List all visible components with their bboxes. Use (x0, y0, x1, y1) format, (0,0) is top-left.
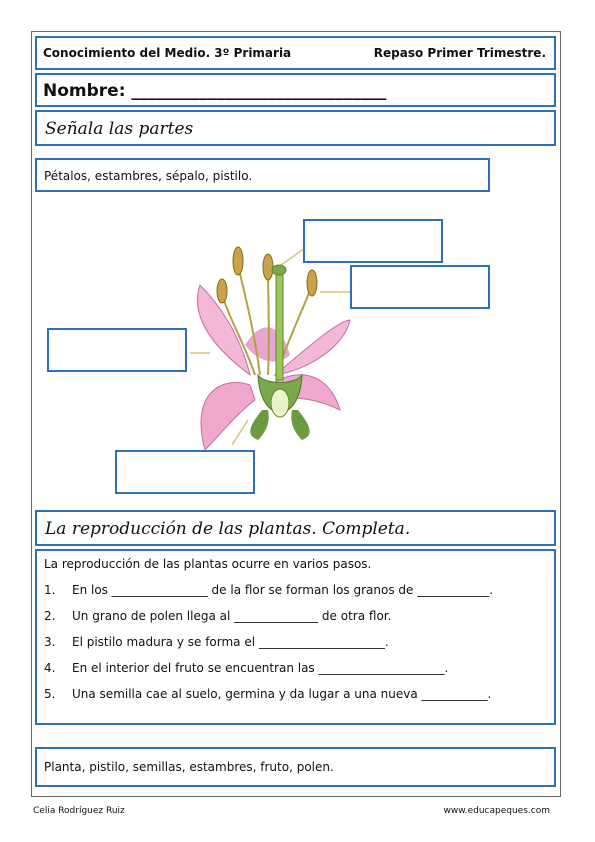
item-number: 1. (44, 583, 56, 597)
review-title: Repaso Primer Trimestre. (373, 46, 546, 60)
name-box (35, 73, 556, 107)
section-2-header (35, 510, 556, 546)
section-1-header (35, 110, 556, 146)
author-credit: Celia Rodríguez Ruiz (33, 806, 125, 816)
item-text: En los ________________ de la flor se forman los granos de ____________. (72, 583, 494, 597)
header-box (35, 36, 556, 70)
item-text: En el interior del fruto se encuentran las _____________________. (72, 661, 449, 675)
word-bank-parts (35, 158, 490, 192)
label-box-right[interactable] (350, 265, 490, 309)
label-box-left[interactable] (47, 328, 187, 372)
item-number: 4. (44, 661, 56, 675)
subject-title: Conocimiento del Medio. 3º Primaria (43, 46, 292, 60)
exercise-item[interactable] (44, 609, 391, 623)
item-text: Una semilla cae al suelo, germina y da lugar a una nueva ___________. (72, 687, 492, 701)
item-text: Un grano de polen llega al ______________ de otra flor. (72, 609, 392, 623)
section-2-title: La reproducción de las plantas. Completa. (45, 519, 411, 539)
exercise-intro: La reproducción de las plantas ocurre en varios pasos. (44, 557, 372, 571)
item-number: 2. (44, 609, 56, 623)
section-1-title: Señala las partes (45, 119, 194, 139)
website-link[interactable]: www.educapeques.com (443, 806, 550, 816)
item-text: El pistilo madura y se forma el _____________________. (72, 635, 389, 649)
item-number: 5. (44, 687, 56, 701)
exercise-item[interactable] (44, 661, 448, 675)
label-box-bottom[interactable] (115, 450, 255, 494)
exercise-item[interactable] (44, 687, 491, 701)
item-number: 3. (44, 635, 56, 649)
fill-in-exercise (35, 549, 556, 725)
name-field[interactable]: Nombre: ______________________________ (43, 81, 387, 101)
exercise-item[interactable] (44, 635, 389, 649)
word-bank-parts-text: Pétalos, estambres, sépalo, pistilo. (44, 169, 253, 183)
exercise-item[interactable] (44, 583, 493, 597)
word-bank-reproduction (35, 747, 556, 787)
label-box-top[interactable] (303, 219, 443, 263)
word-bank-reproduction-text: Planta, pistilo, semillas, estambres, fruto, polen. (44, 760, 334, 774)
